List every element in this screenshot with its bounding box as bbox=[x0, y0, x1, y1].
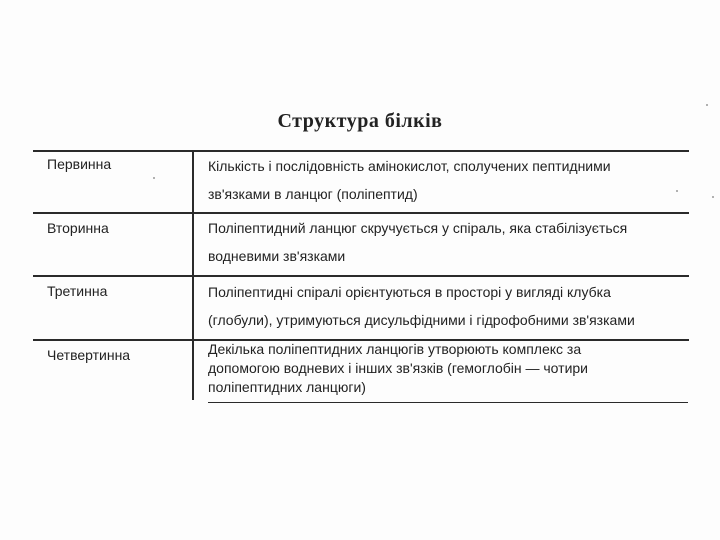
table-top-rule bbox=[33, 150, 193, 152]
table-row-level: Четвертинна bbox=[47, 347, 131, 363]
row-divider bbox=[33, 275, 689, 277]
document-title: Структура білків bbox=[277, 110, 443, 132]
table-row-level: Третинна bbox=[47, 283, 108, 299]
scan-speck bbox=[712, 196, 714, 198]
column-divider bbox=[192, 150, 194, 400]
table-row-level: Вторинна bbox=[47, 220, 109, 236]
table-row-description: Декілька поліпептидних ланцюгів утворюють комплекс за допомогою водневих і інших зв'язків (гемоглобін — чотири поліпептидних ланцюги) bbox=[208, 341, 588, 395]
protein-structure-table bbox=[33, 150, 689, 405]
scan-speck bbox=[153, 177, 155, 179]
table-row-description: Поліпептидні спіралі орієнтуються в просторі у вигляді клубка (глобули), утримуються дисульфідними і гідрофобними зв'язками bbox=[208, 284, 635, 328]
table-bottom-rule bbox=[208, 402, 688, 403]
table-row-level: Первинна bbox=[47, 156, 112, 172]
table-row-description: Поліпептидний ланцюг скручується у спіраль, яка стабілізується водневими зв'язками bbox=[208, 220, 628, 264]
table-row-description: Кількість і послідовність амінокислот, сполучених пептидними зв'язками в ланцюг (поліпептид) bbox=[208, 158, 611, 202]
scan-speck bbox=[706, 104, 708, 106]
scan-speck bbox=[676, 190, 678, 192]
